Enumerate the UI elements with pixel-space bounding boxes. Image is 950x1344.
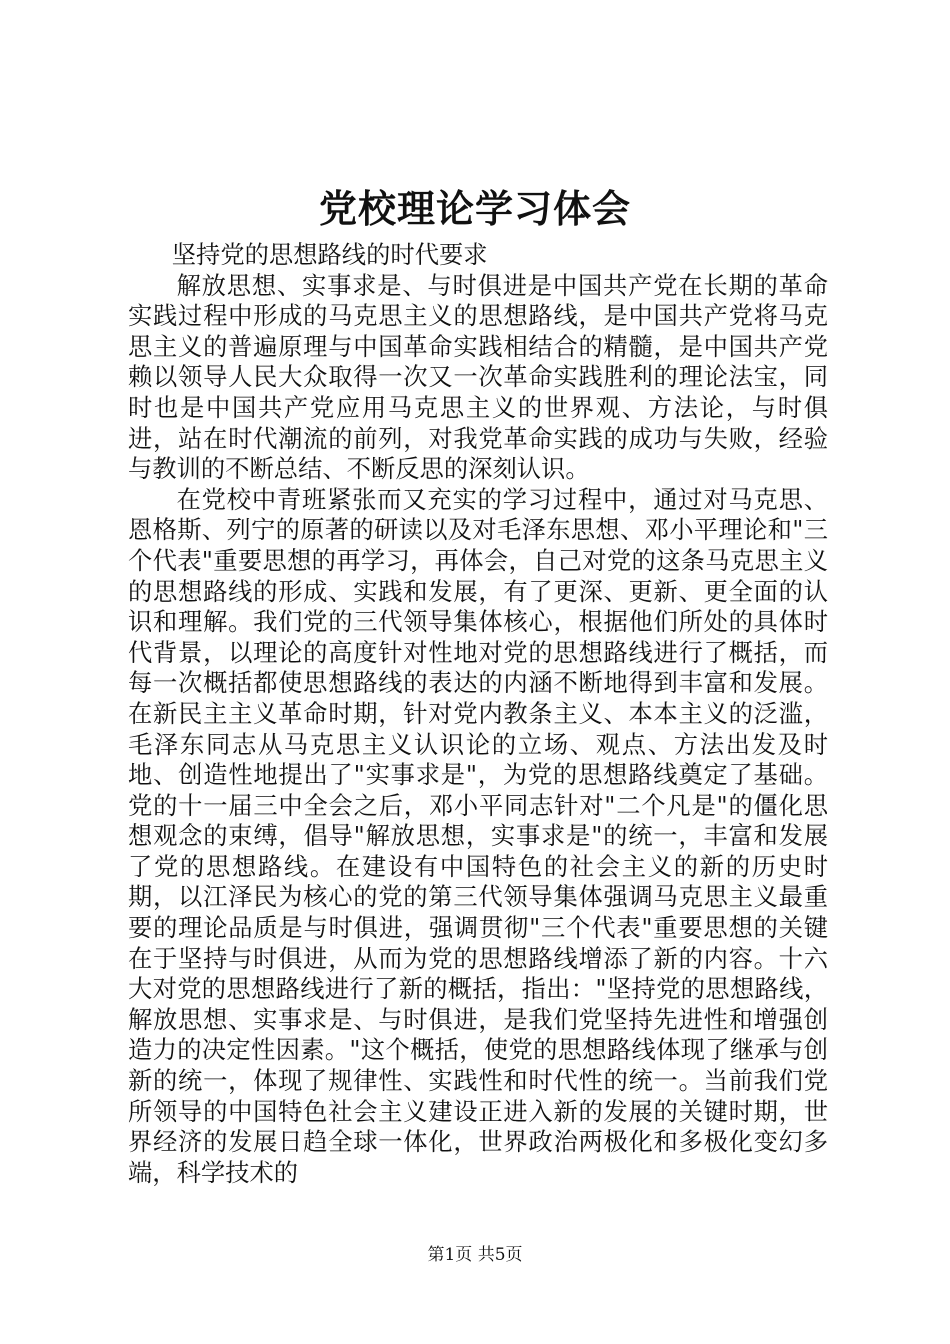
page-footer: 第1页 共5页 (427, 1245, 523, 1265)
section-subtitle: 坚持党的思想路线的时代要求 (171, 240, 488, 269)
document-title: 党校理论学习体会 (318, 186, 631, 231)
document-body (128, 240, 828, 1188)
paragraph-2: 在党校中青班紧张而又充实的学习过程中，通过对马克思、恩格斯、列宁的原著的研读以及对毛泽东思想、邓小平理论和"三个代表"重要思想的再学习，再体会，自己对党的这条马克思主义的思想路线的形成、实践和发展，有了更深、更新、更全面的认识和理解。我们党的三代领导集体核心，根据他们所处的具体时代背景，以理论的高度针对性地对党的思想路线进行了概括，而每一次概括都使思想路线的表达的内涵不断地得到丰富和发展。在新民主主义革命时期，针对党内教条主义、本本主义的泛滥，毛泽东同志从马克思主义认识论的立场、观点、方法出发及时地、创造性地提出了"实事求是"，为党的思想路线奠定了基础。党的十一届三中全会之后，邓小平同志针对"二个凡是"的僵化思想观念的束缚，倡导"解放思想，实事求是"的统一，丰富和发展了党的思想路线。在建设有中国特色的社会主义的新的历史时期，以江泽民为核心的党的第三代领导集体强调马克思主义最重要的理论品质是与时俱进，强调贯彻"三个代表"重要思想的关键在于坚持与时俱进，从而为党的思想路线增添了新的内容。十六大对党的思想路线进行了新的概括，指出："坚持党的思想路线，解放思想、实事求是、与时俱进，是我们党坚持先进性和增强创造力的决定性因素。"这个概括，使党的思想路线体现了继承与创新的统一，体现了规律性、实践性和时代性的统一。当前我们党所领导的中国特色社会主义建设正进入新的发展的关键时期，世界经济的发展日趋全球一体化，世界政治两极化和多极化变幻多端，科学技术的 (128, 484, 828, 1187)
paragraph-1: 解放思想、实事求是、与时俱进是中国共产党在长期的革命实践过程中形成的马克思主义的思想路线，是中国共产党将马克思主义的普遍原理与中国革命实践相结合的精髓，是中国共产党赖以领导人民大众取得一次又一次革命实践胜利的理论法宝，同时也是中国共产党应用马克思主义的世界观、方法论，与时俱进，站在时代潮流的前列，对我党革命实践的成功与失败，经验与教训的不断总结、不断反思的深刻认识。 (128, 270, 828, 484)
